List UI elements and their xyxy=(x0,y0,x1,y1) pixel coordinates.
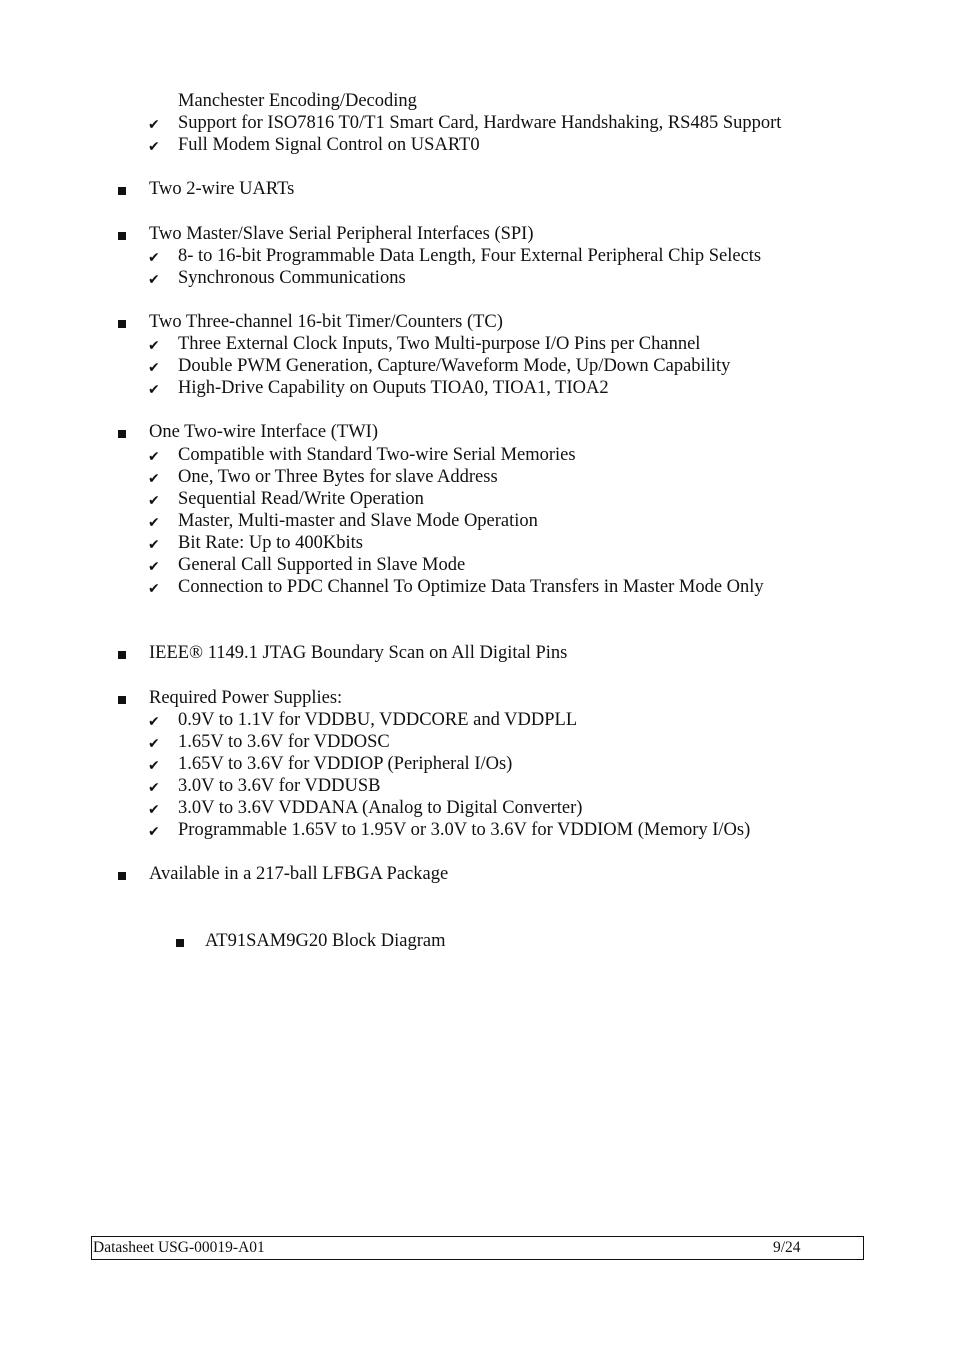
package-title: Available in a 217-ball LFBGA Package xyxy=(149,864,449,885)
feature-heading xyxy=(0,311,954,333)
list-item xyxy=(0,775,954,797)
check-icon: ✔ xyxy=(148,470,160,487)
square-bullet-icon xyxy=(176,939,184,947)
page-content xyxy=(0,90,954,952)
spi-item: 8- to 16-bit Programmable Data Length, Four External Peripheral Chip Selects xyxy=(178,245,762,266)
twi-item: One, Two or Three Bytes for slave Address xyxy=(178,466,498,487)
check-icon: ✔ xyxy=(148,713,160,730)
power-item: 0.9V to 1.1V for VDDBU, VDDCORE and VDDPLL xyxy=(178,709,578,730)
square-bullet-icon xyxy=(118,872,126,880)
list-item xyxy=(0,377,954,399)
check-icon: ✔ xyxy=(148,735,160,752)
twi-item: Sequential Read/Write Operation xyxy=(178,488,424,509)
feature-heading xyxy=(0,642,954,664)
list-item xyxy=(0,112,954,134)
list-item xyxy=(0,333,954,355)
check-icon: ✔ xyxy=(148,139,160,156)
check-icon: ✔ xyxy=(148,448,160,465)
square-bullet-icon xyxy=(118,232,126,240)
continuation-text: Manchester Encoding/Decoding xyxy=(178,91,417,111)
twi-item: Bit Rate: Up to 400Kbits xyxy=(178,532,363,553)
check-icon: ✔ xyxy=(148,117,160,134)
list-item xyxy=(0,576,954,598)
check-icon: ✔ xyxy=(148,558,160,575)
check-icon: ✔ xyxy=(148,514,160,531)
list-item xyxy=(0,444,954,466)
feature-heading xyxy=(0,863,954,885)
list-item xyxy=(0,90,954,112)
twi-item: Connection to PDC Channel To Optimize Data Transfers in Master Mode Only xyxy=(178,577,764,598)
twi-item: Master, Multi-master and Slave Mode Operation xyxy=(178,510,538,531)
check-icon: ✔ xyxy=(148,779,160,796)
check-icon: ✔ xyxy=(148,338,160,355)
list-item xyxy=(0,819,954,841)
footer-page-number: 9/24 xyxy=(773,1239,801,1256)
block-diagram-heading: AT91SAM9G20 Block Diagram xyxy=(205,930,446,951)
list-item xyxy=(0,510,954,532)
feature-heading xyxy=(0,223,954,245)
feature-heading xyxy=(0,178,954,200)
power-title: Required Power Supplies: xyxy=(149,687,343,708)
check-icon: ✔ xyxy=(148,382,160,399)
power-item: 3.0V to 3.6V VDDANA (Analog to Digital Converter) xyxy=(178,798,583,818)
square-bullet-icon xyxy=(118,430,126,438)
check-icon: ✔ xyxy=(148,249,160,266)
check-icon: ✔ xyxy=(148,492,160,509)
check-icon: ✔ xyxy=(148,581,160,598)
footer-doc-id: Datasheet USG-00019-A01 xyxy=(93,1239,265,1256)
list-item xyxy=(0,731,954,753)
twi-item: General Call Supported in Slave Mode xyxy=(178,554,466,575)
list-item xyxy=(0,532,954,554)
check-icon: ✔ xyxy=(148,802,160,818)
spi-title: Two Master/Slave Serial Peripheral Interfaces (SPI) xyxy=(149,223,534,244)
square-bullet-icon xyxy=(118,187,126,195)
feature-heading xyxy=(0,421,954,443)
check-icon: ✔ xyxy=(148,824,160,841)
check-icon: ✔ xyxy=(148,757,160,774)
square-bullet-icon xyxy=(118,320,126,328)
twi-title: One Two-wire Interface (TWI) xyxy=(149,422,378,443)
list-item xyxy=(0,355,954,377)
power-item: 3.0V to 3.6V for VDDUSB xyxy=(178,775,381,796)
twi-item: Compatible with Standard Two-wire Serial Memories xyxy=(178,444,576,465)
power-item: 1.65V to 3.6V for VDDOSC xyxy=(178,731,390,752)
usart-item: Full Modem Signal Control on USART0 xyxy=(178,135,480,156)
square-bullet-icon xyxy=(118,651,126,659)
check-icon: ✔ xyxy=(148,271,160,288)
list-item xyxy=(0,488,954,510)
feature-heading xyxy=(0,687,954,709)
list-item xyxy=(0,554,954,576)
uarts-title: Two 2-wire UARTs xyxy=(149,179,295,200)
check-icon: ✔ xyxy=(148,536,160,553)
square-bullet-icon xyxy=(118,696,126,704)
list-item xyxy=(0,709,954,731)
tc-item: Three External Clock Inputs, Two Multi-purpose I/O Pins per Channel xyxy=(178,334,701,355)
usart-item: Support for ISO7816 T0/T1 Smart Card, Hardware Handshaking, RS485 Support xyxy=(178,113,782,134)
check-icon: ✔ xyxy=(148,360,160,377)
list-item xyxy=(0,753,954,775)
list-item xyxy=(0,134,954,156)
section-heading xyxy=(0,930,954,952)
power-item: Programmable 1.65V to 1.95V or 3.0V to 3.6V for VDDIOM (Memory I/Os) xyxy=(178,820,751,841)
tc-item: High-Drive Capability on Ouputs TIOA0, TIOA1, TIOA2 xyxy=(178,378,609,399)
list-item xyxy=(0,797,954,819)
jtag-title: IEEE® 1149.1 JTAG Boundary Scan on All Digital Pins xyxy=(149,643,568,664)
tc-title: Two Three-channel 16-bit Timer/Counters (TC) xyxy=(149,311,503,332)
spi-item: Synchronous Communications xyxy=(178,267,406,288)
page-footer xyxy=(91,1236,864,1260)
power-item: 1.65V to 3.6V for VDDIOP (Peripheral I/Os) xyxy=(178,753,513,774)
list-item xyxy=(0,267,954,289)
list-item xyxy=(0,466,954,488)
tc-item: Double PWM Generation, Capture/Waveform Mode, Up/Down Capability xyxy=(178,356,731,377)
list-item xyxy=(0,245,954,267)
